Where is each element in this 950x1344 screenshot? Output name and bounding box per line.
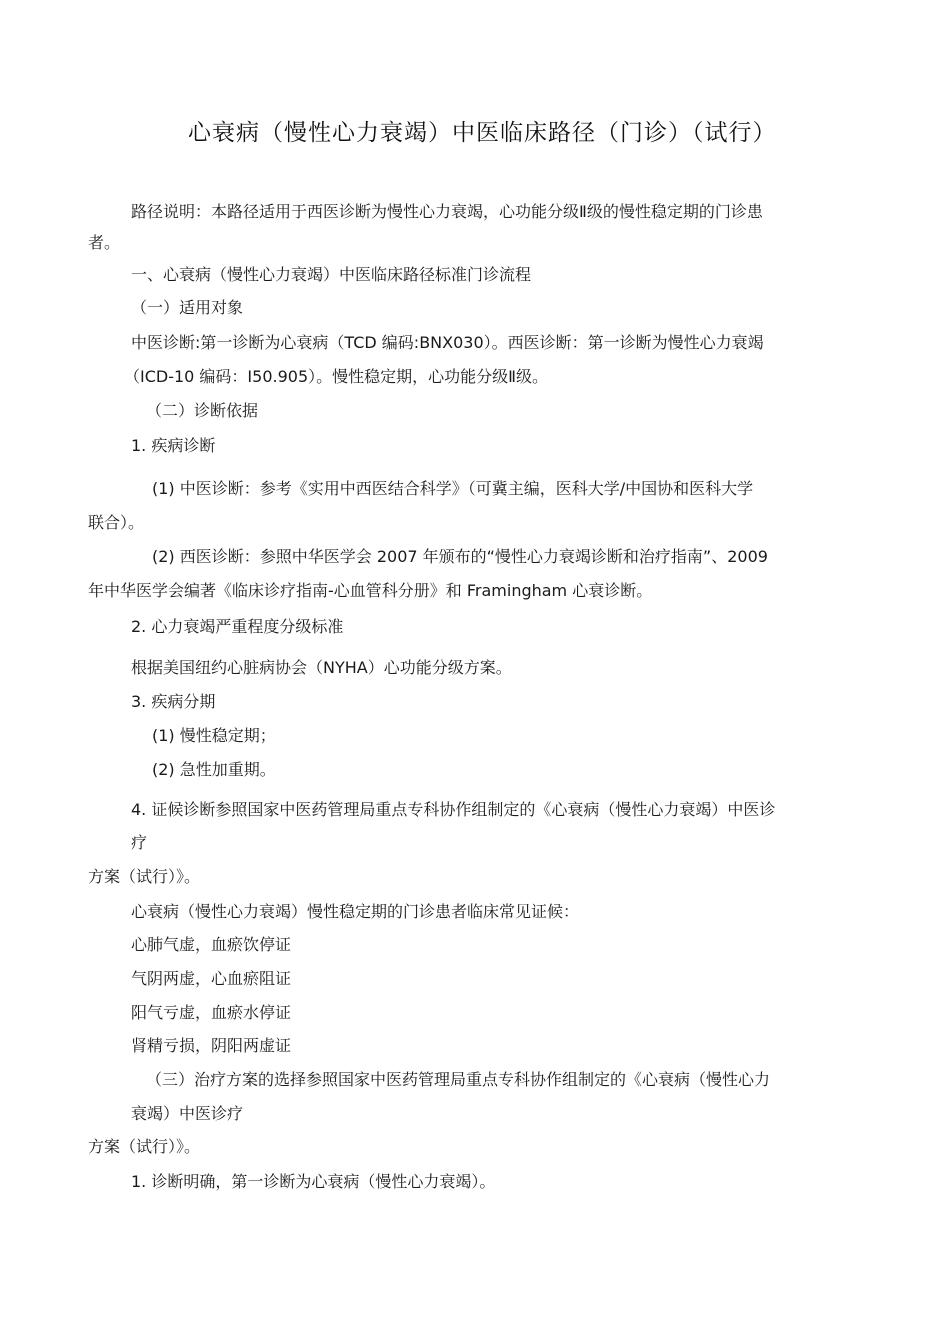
item-disease-diagnosis: 1. 疾病诊断	[131, 436, 216, 455]
tcm-diagnosis-line-1: (1) 中医诊断：参考《实用中西医结合科学》（可冀主编，医科大学/中国协和医科大学	[152, 479, 754, 498]
western-diagnosis-line-1: (2) 西医诊断：参照中华医学会 2007 年颁布的“慢性心力衰竭诊断和治疗指南”、2009	[152, 547, 768, 566]
subsection-heading-applicable: （一）适用对象	[131, 298, 244, 317]
treatment-plan-line-3: 方案（试行）》。	[88, 1137, 201, 1156]
syndrome-diagnosis-line-1: 4. 证候诊断参照国家中医药管理局重点专科协作组制定的《心衰病（慢性心力衰竭）中医诊	[131, 800, 776, 819]
subsection-heading-basis: （二）诊断依据	[146, 401, 259, 420]
syndrome-item-2: 气阴两虚，心血瘀阻证	[131, 969, 292, 988]
syndrome-item-3: 阳气亏虚，血瘀水停证	[131, 1003, 292, 1022]
path-description-line-1: 路径说明：本路径适用于西医诊断为慢性心力衰竭，心功能分级Ⅱ级的慢性稳定期的门诊患	[131, 202, 763, 221]
tcm-diagnosis-line-2: 联合）。	[88, 513, 145, 532]
diagnosis-line-1: 中医诊断:第一诊断为心衰病（TCD 编码:BNX030）。西医诊断：第一诊断为慢性心力衰竭	[131, 333, 764, 352]
diagnosis-line-2: （ICD-10 编码：I50.905）。慢性稳定期，心功能分级Ⅱ级。	[124, 367, 549, 386]
stage-chronic-stable: (1) 慢性稳定期；	[152, 726, 276, 745]
treatment-item-1: 1. 诊断明确，第一诊断为心衰病（慢性心力衰竭）。	[131, 1172, 496, 1191]
western-diagnosis-line-2: 年中华医学会编著《临床诊疗指南-心血管科分册》和 Framingham 心衰诊断。	[88, 581, 653, 600]
item-severity-grading: 2. 心力衰竭严重程度分级标准	[131, 617, 344, 636]
path-description-line-2: 者。	[88, 233, 121, 252]
stage-acute-exacerbation: (2) 急性加重期。	[152, 760, 276, 779]
treatment-plan-line-2: 衰竭）中医诊疗	[131, 1104, 244, 1123]
nyha-grading-line: 根据美国纽约心脏病协会（NYHA）心功能分级方案。	[131, 658, 512, 677]
syndrome-item-4: 肾精亏损，阴阳两虚证	[131, 1036, 292, 1055]
treatment-plan-line-1: （三）治疗方案的选择参照国家中医药管理局重点专科协作组制定的《心衰病（慢性心力	[146, 1070, 771, 1089]
document-title: 心衰病（慢性心力衰竭）中医临床路径（门诊）（试行）	[188, 120, 777, 146]
syndrome-diagnosis-line-2: 疗	[131, 833, 148, 852]
common-syndromes-heading: 心衰病（慢性心力衰竭）慢性稳定期的门诊患者临床常见证候：	[131, 902, 580, 921]
item-disease-staging: 3. 疾病分期	[131, 692, 216, 711]
syndrome-item-1: 心肺气虚，血瘀饮停证	[131, 935, 292, 954]
syndrome-diagnosis-line-3: 方案（试行）》。	[88, 867, 201, 886]
section-heading-1: 一、心衰病（慢性心力衰竭）中医临床路径标准门诊流程	[131, 265, 532, 284]
